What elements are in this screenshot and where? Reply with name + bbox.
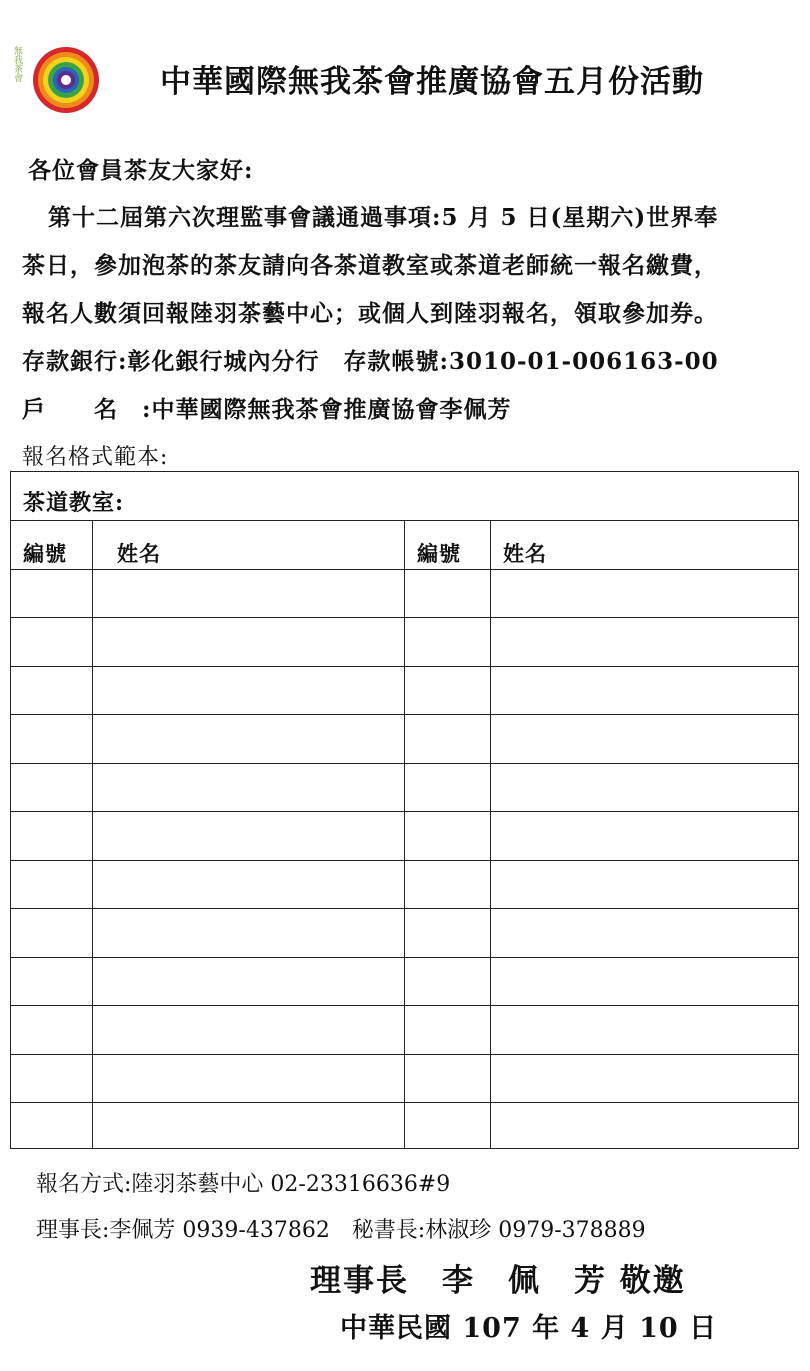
table-row [11,1005,798,1006]
table-row [11,860,798,861]
classroom-row [11,472,798,521]
notice-line-1: 第十二屆第六次理監事會議通過事項:5 月 5 日(星期六)世界奉 [48,204,719,231]
page-title: 中華國際無我茶會推廣協會五月份活動 [160,64,704,100]
association-logo [8,42,103,114]
table-row [11,957,798,958]
greeting: 各位會員茶友大家好: [28,157,254,184]
officers-contact: 理事長:李佩芳 0939-437862 秘書長:林淑珍 0979-378889 [36,1218,646,1243]
table-row [11,569,798,570]
table-row [11,714,798,715]
table-row [11,908,798,909]
table-row [11,1102,798,1103]
rainbow-ring-icon [8,42,103,114]
table-row [11,666,798,667]
signature: 理事長 李 佩 芳 敬邀 [310,1263,686,1299]
table-row [11,1054,798,1055]
account-name: 戶 名 :中華國際無我茶會推廣協會李佩芳 [22,396,512,423]
signup-table [10,471,799,1149]
form-template-label: 報名格式範本: [22,445,169,470]
notice-line-2: 茶日，參加泡茶的茶友請向各茶道教室或茶道老師統一報名繳費， [22,252,718,279]
classroom-label: 茶道教室: [23,490,125,516]
bank-info: 存款銀行:彰化銀行城內分行 存款帳號:3010-01-006163-00 [22,348,719,375]
logo-text: 無我茶會 [12,46,22,82]
column-header-number: 編號 [23,541,67,566]
issue-date: 中華民國 107 年 4 月 10 日 [340,1313,718,1344]
table-row [11,763,798,764]
notice-line-3: 報名人數須回報陸羽茶藝中心；或個人到陸羽報名，領取參加券。 [22,300,718,327]
column-header-number-2: 編號 [417,541,461,566]
table-row [11,617,798,618]
table-row [11,811,798,812]
column-header-name-2: 姓名 [503,541,547,566]
signup-method: 報名方式:陸羽茶藝中心 02-23316636#9 [36,1172,451,1197]
column-header-name: 姓名 [117,541,161,566]
